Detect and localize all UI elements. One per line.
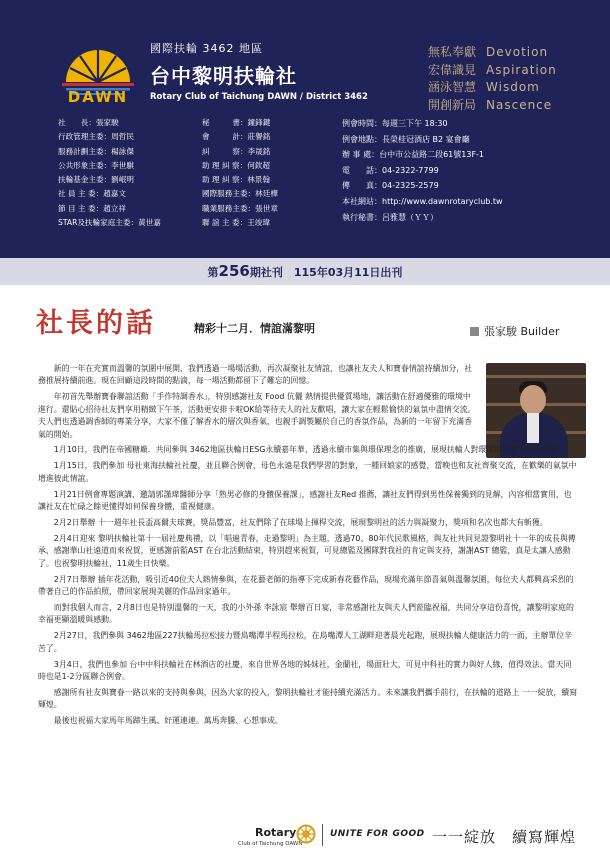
club-english-name: Rotary Club of Taichung DAWN / District 3462 [150, 92, 368, 102]
rotary-wordmark: Rotary [255, 826, 297, 839]
rotary-club-sub: Club of Taichung DAWN [238, 841, 303, 847]
issue-number: 256 [218, 262, 250, 280]
officer-entry: 糾 察：李晟銘 [202, 146, 271, 156]
article-paragraph: 年初首先舉辦寶眷聯誼活動「手作特調香水」，特別感謝社友 Food 伉儷 熱情提供優質場地，讓活動在舒適優雅的環境中進行。還貼心招待社友們享用精緻下午茶，活動更安排卡啦OK給等待夫人的社友歡唱，讓大家在輕鬆愉快的氣氛中盡情交流。夫人們也透過調香師的專業分享，大家不僅了解香水的層次與香氣，也親手調製屬於自己的香氛作品，為新的一年留下充滿香氣的開始。 [38, 392, 476, 439]
article-card [10, 285, 600, 851]
officer-entry: 節 目 主 委：趙立祥 [58, 203, 126, 213]
motto-zh: 無私奉獻 [428, 45, 477, 59]
motto-en: Wisdom [486, 80, 540, 94]
fax-number: 傳 真：04-2325-2579 [342, 181, 439, 191]
officer-entry: 扶輪基金主委：劉岷明 [58, 175, 134, 185]
motto-zh: 涵泳智慧 [428, 80, 477, 94]
meeting-venue: 例會地點：長榮桂冠酒店 B2 宴會廳 [342, 134, 470, 144]
article-title: 社長的話 [36, 308, 156, 339]
motto-en: Devotion [486, 45, 549, 59]
officer-entry: 職業服務主委：張世章 [202, 203, 278, 213]
article-paragraph: 而對我個人而言，2月8日也是特別溫馨的一天，我的小外孫 李詠宸 舉辦百日宴，非常感謝社友與夫人們蒞臨祝福，共同分享這份喜悅，讓黎明家庭的幸福更顯溫暖與感動。 [38, 602, 574, 625]
officer-entry: 助 理 糾 察：何欽超 [202, 160, 270, 170]
issue-banner [0, 258, 610, 285]
article-paragraph: 1月21日例會專題演講，邀請郭謹瑋醫師分享「熟男必修的身體保養課」，感謝社友Red 推薦，讓社友們得到男性保養獨到的見解，內容相當實用，也讓社友在忙碌之餘更懂得如何保養身體，重視健康。 [38, 489, 572, 512]
square-bullet-icon [470, 327, 479, 336]
article-paragraph: 1月10日，我們在帝國糖廠．共同參與 3462地區扶輪日ESG永續嘉年華，透過永續市集與環保理念的推廣，展現扶輪人對環境與社會責任的重視。 [53, 445, 566, 455]
officer-entry: 助 理 糾 察：林景翰 [202, 175, 270, 185]
article-paragraph: 2月4日迎來 黎明扶輪社第十一屆社慶典禮，以「唱遍青春，走過黎明」為主題，透過70、80年代民歌風格，與友社共同見證黎明社十一年的成長與傳承，感謝華山社遠道而來祝賀，更感謝前監AST 在台北活動結束，特別趕來祝賀，可見總監及團隊對我社的肯定與支持，謝謝AST 總監，真是太讓人感動了。也祝黎明扶輪社，11歲生日快樂。 [38, 533, 576, 568]
district-line: 國際扶輪 3462 地區 [150, 42, 263, 55]
motto-en: Nascence [486, 97, 553, 112]
meeting-info [342, 116, 503, 225]
club-mottos [428, 44, 557, 114]
article-paragraph: 2月7日舉辦 插年花活動，吸引近40位夫人熱情參與，在花藝老師的指導下完成新春花藝作品，現場充滿年節喜氣與溫馨氛圍，每位夫人都興高采烈的帶著自己的作品拍照，帶回家展現美麗的作品回家過年。 [38, 574, 574, 596]
office-address: 辦 事 處：台中市公益路二段61號13F-1 [342, 150, 485, 160]
logo-wordmark: DAWN [67, 88, 129, 106]
article-paragraph: 感謝所有社友與寶眷一路以來的支持與參與，因為大家的投入，黎明扶輪社才能持續充滿活力。未來讓我們攜手前行，在扶輪的道路上 一一綻放，續寫輝煌。 [38, 687, 578, 710]
unite-for-good: UNITE FOR GOOD [330, 829, 425, 839]
issue-date: 期社刊 115年03月11日出刊 [249, 266, 403, 279]
article-paragraph: 最後也祝福大家馬年馬蹄生風、好運連連。萬馬奔騰、心想事成。 [53, 716, 283, 726]
article-body [38, 363, 578, 731]
club-name: 台中黎明扶輪社 [150, 64, 297, 88]
officer-entry: 聯 誼 主 委：王竣瑋 [202, 218, 270, 228]
officer-entry: 行政管理主委：周哲民 [58, 132, 134, 142]
officers-list-left [58, 116, 161, 230]
article-paragraph: 2月2日舉辦 十一週年社長盃高爾夫球賽，獎品豐富，社友們除了在球場上揮桿交流，展現黎明社的活力與凝聚力，獎項和名次也都大有斬獲。 [53, 517, 548, 527]
article-subtitle: 精彩十二月．情誼滿黎明 [194, 322, 315, 335]
rotary-wheel-icon [296, 824, 316, 844]
article-paragraph: 2月27日，我們參與 3462地區227扶輪馬拉松接力暨鳥嘴潭半程馬拉松，在鳥嘴潭人工湖畔迎著晨光起跑，展現扶輪人健康活力的一面，主辦單位辛苦了。 [38, 631, 573, 653]
motto-line [428, 79, 557, 97]
motto-zh: 宏偉識見 [428, 62, 477, 77]
officer-entry: 秘 書：鐘鋒鍵 [202, 118, 271, 127]
motto-line [428, 44, 557, 62]
motto-line [428, 97, 557, 115]
motto-zh: 開創新局 [428, 97, 477, 112]
officer-entry: 公共形象主委：李世騏 [58, 160, 134, 170]
article-author [470, 323, 559, 339]
officer-entry: STAR及扶輪家庭主委：黃世嘉 [58, 218, 161, 228]
website-link[interactable]: 本社網站：http://www.dawnrotaryclub.tw [342, 196, 503, 206]
issue-prefix: 第 [207, 266, 219, 279]
article-paragraph: 新的一年在充實而溫馨的氛圍中展開，我們透過一場場活動，再次凝聚社友情誼，也讓社友夫人和寶眷情誼持續加分，社務推展持續前進。現在回顧這段時間的點滴，每一場活動都留下了難忘的回憶。 [38, 364, 473, 386]
phone-number: 電 話：04-2322-7799 [342, 165, 439, 175]
officer-entry: 會 計：莊譽銘 [202, 132, 271, 142]
officer-entry: 國際服務主委：林廷樺 [202, 189, 278, 199]
officer-entry: 社 長：張家駿 [58, 118, 119, 127]
footer-divider [322, 824, 323, 846]
author-name: 張家駿 Builder [484, 325, 560, 338]
motto-en: Aspiration [486, 62, 557, 77]
footer [0, 810, 610, 859]
motto-line [428, 62, 557, 80]
masthead [0, 0, 610, 285]
meeting-time: 例會時間：每週三下午 18:30 [342, 119, 448, 128]
article-paragraph: 3月4日，我們也參加 台中中科扶輪社在林酒店的社慶，來自世界各地的姊妹社，金蘭社，場面壯大，可見中科社的實力與好人緣，值得效法。當天同時也是1-2分區聯合例會。 [38, 659, 572, 681]
officer-entry: 社 員 主 委：趙嘉文 [58, 189, 126, 199]
article-paragraph: 1月15日，我們參加 母社東海扶輪社社慶，並且聯合例會，母色永遠是我們學習的對象，一種回娘家的感覺，當晚也和友社齊聚交流，在歡樂的氣氛中增進彼此情誼。 [38, 461, 577, 483]
officer-entry: 服務計劃主委：楊詠傑 [58, 146, 134, 156]
footer-slogan: 一一綻放 續寫輝煌 [432, 828, 577, 846]
executive-secretary: 執行秘書：呂雅慧（ＹＹ） [342, 212, 438, 222]
officers-list-middle [202, 116, 278, 230]
